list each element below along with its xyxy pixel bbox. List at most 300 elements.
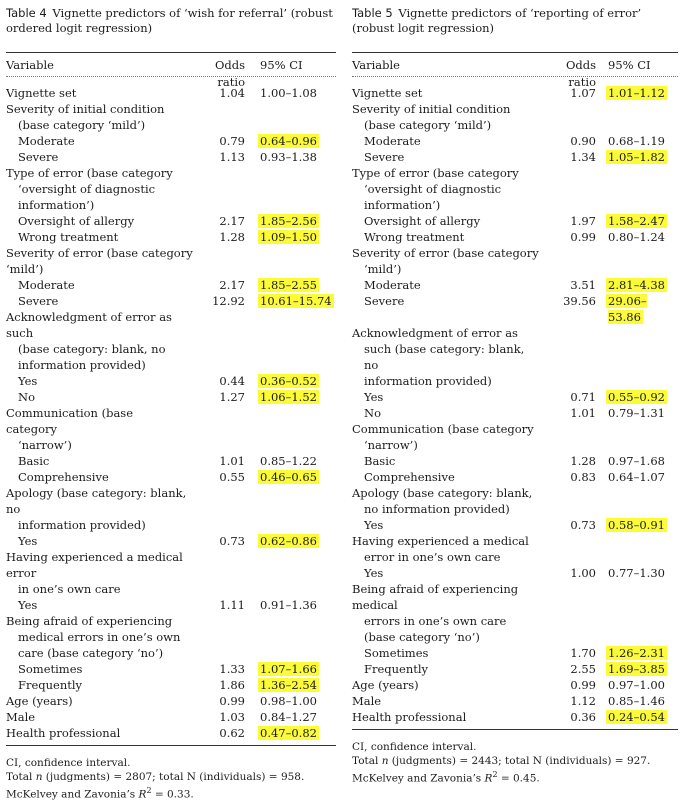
table-row bbox=[6, 581, 336, 597]
row-ci bbox=[596, 517, 678, 533]
row-ci bbox=[596, 677, 678, 693]
table-row bbox=[6, 213, 336, 229]
ci-value: 0.91–1.36 bbox=[260, 598, 317, 612]
row-odds-ratio: 0.79 bbox=[219, 134, 245, 148]
row-ci bbox=[245, 437, 336, 453]
row-ci bbox=[249, 309, 336, 341]
row-variable: Comprehensive bbox=[364, 470, 455, 484]
row-variable: Wrong treatment bbox=[18, 230, 119, 244]
table-row bbox=[352, 613, 678, 629]
row-odds-ratio: 1.34 bbox=[570, 150, 596, 164]
ci-value: 1.00–1.08 bbox=[260, 86, 317, 100]
table-row bbox=[352, 373, 678, 389]
row-variable: such (base category: blank, no bbox=[364, 342, 525, 372]
row-odds-ratio: 2.55 bbox=[570, 662, 596, 676]
table-title: Vignette predictors of ‘reporting of error’ (robust logit regression) bbox=[352, 6, 642, 35]
header-odds-ratio: Odds ratio bbox=[214, 58, 245, 89]
table-row bbox=[352, 469, 678, 485]
table-caption bbox=[6, 6, 336, 38]
highlighted-ci: 1.26–2.31 bbox=[608, 646, 665, 660]
row-ci bbox=[596, 693, 678, 709]
table-row bbox=[6, 469, 336, 485]
row-ci bbox=[596, 213, 678, 229]
table-row bbox=[6, 341, 336, 357]
table-row bbox=[352, 709, 678, 725]
ci-value: 0.93–1.38 bbox=[260, 150, 317, 164]
table-row bbox=[6, 437, 336, 453]
table-row bbox=[352, 165, 678, 181]
row-ci bbox=[596, 117, 678, 133]
row-odds-ratio bbox=[187, 197, 245, 213]
table-row bbox=[352, 453, 678, 469]
row-odds-ratio bbox=[542, 325, 596, 341]
row-variable: ‘narrow’) bbox=[18, 438, 72, 452]
header-ci: 95% CI bbox=[608, 58, 651, 72]
row-variable: Severe bbox=[18, 294, 59, 308]
row-variable: information provided) bbox=[18, 358, 146, 372]
row-ci bbox=[596, 421, 678, 437]
table-body bbox=[6, 85, 336, 741]
row-odds-ratio bbox=[542, 613, 596, 629]
row-odds-ratio bbox=[542, 437, 596, 453]
row-ci bbox=[252, 549, 336, 581]
row-odds-ratio: 1.13 bbox=[219, 150, 245, 164]
row-odds-ratio bbox=[187, 437, 245, 453]
table-row bbox=[352, 565, 678, 581]
row-ci bbox=[245, 181, 336, 197]
row-ci bbox=[245, 373, 336, 389]
table-row bbox=[6, 549, 336, 581]
row-ci bbox=[245, 597, 336, 613]
row-odds-ratio: 1.03 bbox=[219, 710, 245, 724]
table-row bbox=[6, 725, 336, 741]
table-row bbox=[352, 261, 678, 277]
row-odds-ratio: 0.99 bbox=[570, 230, 596, 244]
table-row bbox=[352, 277, 678, 293]
row-variable: Apology (base category: blank, no bbox=[6, 486, 187, 516]
table-bottom-rule bbox=[6, 745, 336, 746]
row-variable: Age (years) bbox=[6, 694, 73, 708]
row-variable: Yes bbox=[364, 566, 384, 580]
row-odds-ratio: 39.56 bbox=[563, 294, 596, 308]
row-odds-ratio bbox=[204, 245, 255, 277]
row-odds-ratio: 0.99 bbox=[219, 694, 245, 708]
row-ci bbox=[245, 197, 336, 213]
row-variable: Vignette set bbox=[6, 86, 77, 100]
row-variable: Vignette set bbox=[352, 86, 423, 100]
table-bottom-rule bbox=[352, 729, 678, 730]
row-variable: Severity of initial condition bbox=[6, 102, 165, 116]
table-row bbox=[6, 309, 336, 341]
highlighted-ci: 1.69–3.85 bbox=[608, 662, 665, 676]
row-ci bbox=[596, 293, 678, 325]
header-variable: Variable bbox=[352, 58, 400, 72]
row-variable: ‘narrow’) bbox=[364, 438, 418, 452]
table-header bbox=[6, 52, 336, 89]
row-odds-ratio bbox=[542, 485, 596, 501]
row-variable: Health professional bbox=[6, 726, 121, 740]
row-ci bbox=[245, 453, 336, 469]
ci-value: 0.85–1.22 bbox=[260, 454, 317, 468]
row-odds-ratio bbox=[187, 517, 245, 533]
highlighted-ci: 29.06–53.86 bbox=[608, 294, 647, 324]
row-odds-ratio bbox=[542, 101, 596, 117]
table-row bbox=[6, 373, 336, 389]
table-row bbox=[352, 405, 678, 421]
row-ci bbox=[245, 677, 336, 693]
row-odds-ratio bbox=[187, 181, 245, 197]
row-ci bbox=[601, 581, 678, 613]
row-odds-ratio: 2.17 bbox=[219, 278, 245, 292]
highlighted-ci: 2.81–4.38 bbox=[608, 278, 665, 292]
row-ci bbox=[596, 277, 678, 293]
row-variable: Wrong treatment bbox=[364, 230, 465, 244]
row-ci bbox=[596, 549, 678, 565]
row-ci bbox=[245, 581, 336, 597]
row-variable: Moderate bbox=[364, 278, 421, 292]
row-ci bbox=[245, 229, 336, 245]
row-variable: Yes bbox=[364, 390, 384, 404]
row-ci bbox=[596, 389, 678, 405]
row-odds-ratio: 0.44 bbox=[219, 374, 245, 388]
footnote-totals: Total n (judgments) = 2443; total N (individuals) = 927. McKelvey and Zavonia’s $R^2 = 0.45$. bbox=[352, 755, 651, 785]
row-ci bbox=[596, 485, 678, 501]
highlighted-ci: 0.64–0.96 bbox=[260, 134, 317, 148]
table-row bbox=[352, 117, 678, 133]
header-divider bbox=[352, 76, 678, 77]
row-variable: medical errors in one’s own bbox=[18, 630, 181, 644]
row-ci bbox=[596, 181, 678, 197]
row-odds-ratio bbox=[542, 501, 596, 517]
row-variable: Age (years) bbox=[352, 678, 419, 692]
row-variable: Moderate bbox=[364, 134, 421, 148]
row-variable: no information provided) bbox=[364, 502, 510, 516]
row-ci bbox=[596, 133, 678, 149]
row-odds-ratio: 1.28 bbox=[570, 454, 596, 468]
row-odds-ratio bbox=[542, 421, 596, 437]
footnote-totals: Total n (judgments) = 2807; total N (individuals) = 958. McKelvey and Zavonia’s $R^2 = 0.33$. bbox=[6, 771, 305, 801]
row-variable: Frequently bbox=[364, 662, 429, 676]
row-ci bbox=[245, 341, 336, 357]
row-variable: Severe bbox=[18, 150, 59, 164]
row-odds-ratio: 12.92 bbox=[212, 294, 245, 308]
row-odds-ratio bbox=[193, 309, 248, 341]
table-row bbox=[6, 165, 336, 181]
table-row bbox=[352, 581, 678, 613]
highlighted-ci: 0.62–0.86 bbox=[260, 534, 317, 548]
row-odds-ratio bbox=[187, 165, 245, 181]
table-row bbox=[352, 533, 678, 549]
row-odds-ratio: 0.73 bbox=[219, 534, 245, 548]
table-caption bbox=[352, 6, 678, 38]
row-odds-ratio bbox=[199, 549, 252, 581]
table-row bbox=[6, 677, 336, 693]
highlighted-ci: 10.61–15.74 bbox=[260, 294, 332, 308]
row-odds-ratio: 1.12 bbox=[570, 694, 596, 708]
table-row bbox=[6, 293, 336, 309]
row-odds-ratio bbox=[542, 117, 596, 133]
row-variable: ‘oversight of diagnostic bbox=[364, 182, 502, 196]
row-ci bbox=[596, 565, 678, 581]
table-row bbox=[352, 549, 678, 565]
table-5 bbox=[352, 6, 678, 786]
row-variable: Acknowledgment of error as bbox=[352, 326, 518, 340]
row-variable: Apology (base category: blank, bbox=[352, 486, 533, 500]
table-row bbox=[352, 293, 678, 325]
row-variable: Frequently bbox=[18, 678, 83, 692]
table-row bbox=[6, 629, 336, 645]
row-variable: Male bbox=[6, 710, 36, 724]
row-ci bbox=[596, 645, 678, 661]
table-row bbox=[6, 613, 336, 629]
row-variable: Oversight of allergy bbox=[364, 214, 481, 228]
row-odds-ratio bbox=[542, 549, 596, 565]
row-odds-ratio bbox=[187, 101, 245, 117]
row-ci bbox=[596, 341, 678, 373]
ci-value: 0.97–1.00 bbox=[608, 678, 665, 692]
table-row bbox=[352, 501, 678, 517]
row-ci bbox=[245, 117, 336, 133]
table-row bbox=[6, 597, 336, 613]
ci-value: 0.79–1.31 bbox=[608, 406, 665, 420]
table-title: Vignette predictors of ‘wish for referral’ (robust ordered logit regression) bbox=[6, 6, 333, 35]
table-row bbox=[6, 277, 336, 293]
row-odds-ratio: 0.90 bbox=[570, 134, 596, 148]
row-variable: Severity of error (base category bbox=[352, 246, 539, 260]
table-row bbox=[6, 101, 336, 117]
row-ci bbox=[596, 661, 678, 677]
row-ci bbox=[245, 629, 336, 645]
header-variable: Variable bbox=[6, 58, 54, 72]
row-ci bbox=[596, 165, 678, 181]
row-ci bbox=[245, 405, 336, 437]
row-odds-ratio bbox=[542, 197, 596, 213]
row-odds-ratio bbox=[187, 341, 245, 357]
table-row bbox=[352, 661, 678, 677]
table-row bbox=[6, 453, 336, 469]
row-odds-ratio bbox=[551, 581, 601, 613]
table-row bbox=[6, 645, 336, 661]
row-ci bbox=[596, 533, 678, 549]
highlighted-ci: 1.85–2.55 bbox=[260, 278, 317, 292]
footnote-ci: CI, confidence interval. bbox=[6, 757, 131, 769]
table-row bbox=[352, 101, 678, 117]
row-variable: Sometimes bbox=[364, 646, 429, 660]
highlighted-ci: 0.24–0.54 bbox=[608, 710, 665, 724]
row-variable: Yes bbox=[18, 534, 38, 548]
table-row bbox=[6, 389, 336, 405]
table-row bbox=[352, 677, 678, 693]
table-row bbox=[6, 405, 336, 437]
table-row bbox=[6, 709, 336, 725]
row-variable: (base category ‘mild’) bbox=[364, 118, 492, 132]
table-row bbox=[352, 389, 678, 405]
row-odds-ratio bbox=[187, 629, 245, 645]
row-variable: Type of error (base category bbox=[352, 166, 519, 180]
ci-value: 0.68–1.19 bbox=[608, 134, 665, 148]
row-ci bbox=[245, 85, 336, 101]
row-variable: Type of error (base category bbox=[6, 166, 173, 180]
header-ci: 95% CI bbox=[260, 58, 303, 72]
table-row bbox=[6, 533, 336, 549]
ci-value: 0.77–1.30 bbox=[608, 566, 665, 580]
row-ci bbox=[596, 245, 678, 261]
table-row bbox=[352, 197, 678, 213]
ci-value: 0.98–1.00 bbox=[260, 694, 317, 708]
table-row bbox=[352, 229, 678, 245]
row-odds-ratio: 0.62 bbox=[219, 726, 245, 740]
row-variable: ‘mild’) bbox=[364, 262, 402, 276]
row-odds-ratio: 3.51 bbox=[570, 278, 596, 292]
row-odds-ratio bbox=[542, 341, 596, 373]
row-odds-ratio: 1.11 bbox=[219, 598, 245, 612]
row-ci bbox=[596, 437, 678, 453]
table-row bbox=[352, 485, 678, 501]
row-variable: Being afraid of experiencing medical bbox=[352, 582, 519, 612]
table-header bbox=[352, 52, 678, 89]
row-odds-ratio: 1.04 bbox=[219, 86, 245, 100]
row-ci bbox=[596, 405, 678, 421]
row-variable: Yes bbox=[18, 374, 38, 388]
row-odds-ratio bbox=[542, 165, 596, 181]
table-row bbox=[352, 517, 678, 533]
ci-value: 0.80–1.24 bbox=[608, 230, 665, 244]
table-4 bbox=[6, 6, 336, 802]
row-ci bbox=[255, 245, 336, 277]
highlighted-ci: 0.58–0.91 bbox=[608, 518, 665, 532]
table-row bbox=[352, 437, 678, 453]
row-odds-ratio: 0.55 bbox=[219, 470, 245, 484]
row-variable: Health professional bbox=[352, 710, 467, 724]
ci-value: 0.84–1.27 bbox=[260, 710, 317, 724]
row-variable: Communication (base category bbox=[6, 406, 134, 436]
row-odds-ratio: 1.07 bbox=[570, 86, 596, 100]
highlighted-ci: 0.36–0.52 bbox=[260, 374, 317, 388]
row-ci bbox=[245, 645, 336, 661]
row-ci bbox=[245, 149, 336, 165]
table-row bbox=[352, 133, 678, 149]
row-ci bbox=[596, 453, 678, 469]
highlighted-ci: 0.55–0.92 bbox=[608, 390, 665, 404]
table-row bbox=[6, 245, 336, 277]
highlighted-ci: 0.46–0.65 bbox=[260, 470, 317, 484]
row-odds-ratio bbox=[542, 373, 596, 389]
row-ci bbox=[596, 373, 678, 389]
row-variable: Severity of initial condition bbox=[352, 102, 511, 116]
table-body bbox=[352, 85, 678, 725]
table-row bbox=[6, 133, 336, 149]
row-ci bbox=[596, 149, 678, 165]
table-row bbox=[6, 229, 336, 245]
row-variable: (base category ‘no’) bbox=[364, 630, 480, 644]
row-variable: errors in one’s own care bbox=[364, 614, 507, 628]
row-variable: Basic bbox=[18, 454, 50, 468]
row-ci bbox=[245, 213, 336, 229]
row-ci bbox=[245, 709, 336, 725]
table-label: Table 4 bbox=[6, 6, 47, 20]
row-variable: Oversight of allergy bbox=[18, 214, 135, 228]
table-row bbox=[352, 85, 678, 101]
row-variable: Comprehensive bbox=[18, 470, 109, 484]
ci-value: 0.97–1.68 bbox=[608, 454, 665, 468]
highlighted-ci: 1.85–2.56 bbox=[260, 214, 317, 228]
footnote-ci: CI, confidence interval. bbox=[352, 741, 477, 753]
row-ci bbox=[596, 197, 678, 213]
table-label: Table 5 bbox=[352, 6, 393, 20]
row-variable: error in one’s own care bbox=[364, 550, 501, 564]
ci-value: 0.64–1.07 bbox=[608, 470, 665, 484]
row-ci bbox=[245, 613, 336, 629]
row-variable: Acknowledgment of error as such bbox=[6, 310, 172, 340]
highlighted-ci: 1.09–1.50 bbox=[260, 230, 317, 244]
row-ci bbox=[596, 261, 678, 277]
table-row bbox=[352, 149, 678, 165]
row-ci bbox=[245, 293, 336, 309]
row-variable: Being afraid of experiencing bbox=[6, 614, 173, 628]
row-variable: Yes bbox=[364, 518, 384, 532]
table-row bbox=[6, 181, 336, 197]
row-odds-ratio bbox=[194, 485, 249, 517]
row-ci bbox=[245, 725, 336, 741]
row-variable: in one’s own care bbox=[18, 582, 121, 596]
row-odds-ratio: 0.83 bbox=[570, 470, 596, 484]
row-ci bbox=[596, 85, 678, 101]
highlighted-ci: 0.47–0.82 bbox=[260, 726, 317, 740]
row-odds-ratio bbox=[187, 357, 245, 373]
row-ci bbox=[596, 325, 678, 341]
table-row bbox=[6, 661, 336, 677]
row-odds-ratio bbox=[187, 405, 245, 437]
row-ci bbox=[245, 389, 336, 405]
row-odds-ratio: 1.27 bbox=[219, 390, 245, 404]
row-variable: Communication (base category bbox=[352, 422, 534, 436]
row-variable: Severe bbox=[364, 150, 405, 164]
row-variable: No bbox=[18, 390, 35, 404]
row-variable: ‘oversight of diagnostic bbox=[18, 182, 156, 196]
row-variable: Yes bbox=[18, 598, 38, 612]
row-ci bbox=[245, 533, 336, 549]
table-row bbox=[6, 357, 336, 373]
row-variable: care (base category ‘no’) bbox=[18, 646, 164, 660]
row-ci bbox=[245, 517, 336, 533]
row-ci bbox=[245, 277, 336, 293]
highlighted-ci: 1.01–1.12 bbox=[608, 86, 665, 100]
row-odds-ratio: 1.97 bbox=[570, 214, 596, 228]
row-ci bbox=[245, 469, 336, 485]
row-odds-ratio bbox=[542, 261, 596, 277]
row-variable: Male bbox=[352, 694, 382, 708]
row-odds-ratio: 0.73 bbox=[570, 518, 596, 532]
table-row bbox=[352, 213, 678, 229]
row-odds-ratio bbox=[542, 629, 596, 645]
table-row bbox=[6, 117, 336, 133]
row-variable: information provided) bbox=[18, 518, 146, 532]
highlighted-ci: 1.06–1.52 bbox=[260, 390, 317, 404]
row-ci bbox=[596, 229, 678, 245]
row-variable: Having experienced a medical error bbox=[6, 550, 183, 580]
row-ci bbox=[596, 613, 678, 629]
row-odds-ratio: 1.86 bbox=[219, 678, 245, 692]
row-variable: Severe bbox=[364, 294, 405, 308]
row-ci bbox=[245, 165, 336, 181]
row-odds-ratio: 1.70 bbox=[570, 646, 596, 660]
table-row bbox=[6, 85, 336, 101]
highlighted-ci: 1.58–2.47 bbox=[608, 214, 665, 228]
row-variable: Having experienced a medical bbox=[352, 534, 529, 548]
row-ci bbox=[245, 693, 336, 709]
row-ci bbox=[596, 101, 678, 117]
ci-value: 0.85–1.46 bbox=[608, 694, 665, 708]
